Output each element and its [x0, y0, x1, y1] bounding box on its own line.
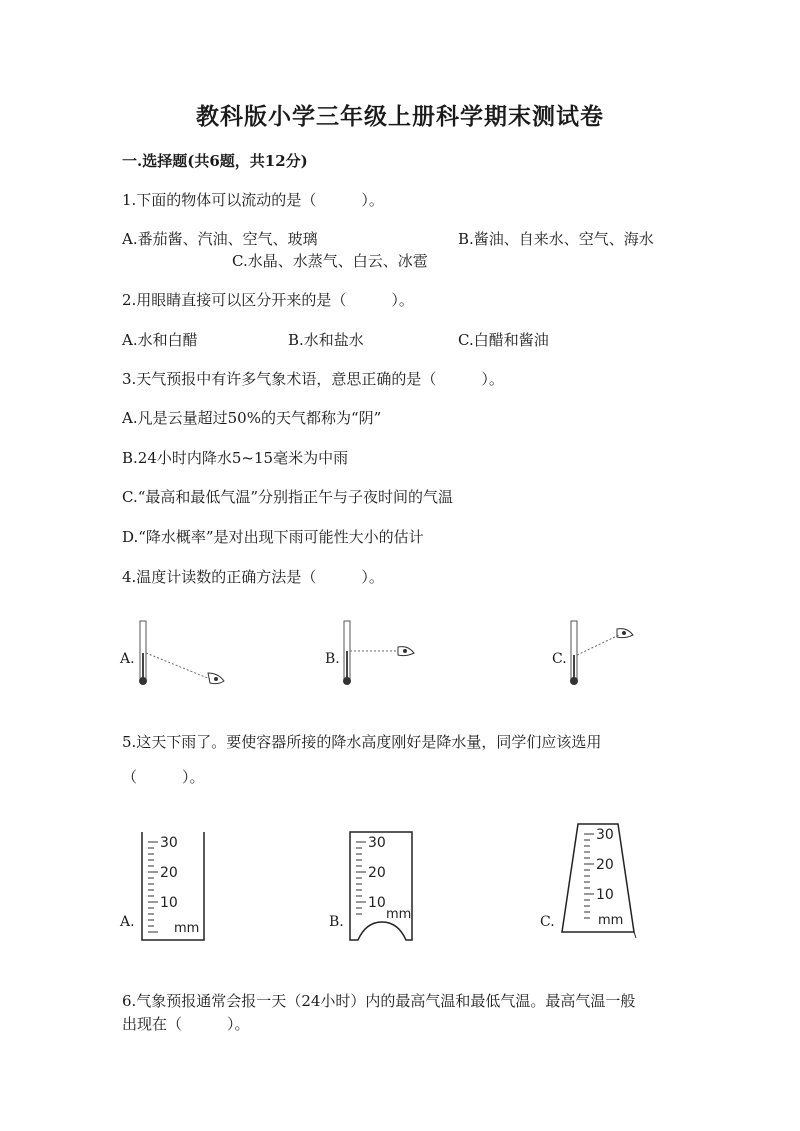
- scale-label-20: 20: [368, 865, 386, 881]
- question-4-label-b: B.: [325, 651, 340, 667]
- question-5-stem-line2: （ ）。: [122, 768, 205, 786]
- question-5-label-b: B.: [329, 914, 344, 930]
- scale-unit-mm: mm: [386, 907, 412, 922]
- scale-unit-mm: mm: [598, 913, 624, 928]
- question-6-stem-line2: 出现在（ ）。: [122, 1015, 250, 1033]
- scale-label-20: 20: [596, 857, 614, 873]
- rain-gauge-figure-b: [346, 828, 416, 943]
- scale-label-30: 30: [596, 827, 614, 843]
- question-6-stem-line1: 6.气象预报通常会报一天（24小时）内的最高气温和最低气温。最高气温一般: [122, 992, 636, 1010]
- question-1-option-b: B.酱油、自来水、空气、海水: [458, 230, 654, 248]
- question-4-label-a: A.: [120, 651, 135, 667]
- question-5-label-a: A.: [120, 914, 135, 930]
- question-3-stem: 3.天气预报中有许多气象术语，意思正确的是（ ）。: [122, 370, 504, 388]
- scale-label-10: 10: [160, 895, 178, 911]
- question-1-option-c: C.水晶、水蒸气、白云、冰雹: [232, 252, 428, 270]
- page-title: 教科版小学三年级上册科学期末测试卷: [196, 103, 604, 130]
- rain-gauge-figure-c: [556, 820, 641, 940]
- question-4-label-c: C.: [552, 651, 567, 667]
- question-4-stem: 4.温度计读数的正确方法是（ ）。: [122, 568, 384, 586]
- section-heading: 一.选择题(共6题，共12分): [122, 152, 308, 170]
- thermometer-figure-b: [334, 615, 444, 690]
- question-1-stem: 1.下面的物体可以流动的是（ ）。: [122, 191, 384, 209]
- scale-label-10: 10: [368, 895, 386, 911]
- rain-gauge-figure-a: [138, 828, 208, 943]
- scale-unit-mm: mm: [174, 921, 200, 936]
- question-5-stem-line1: 5.这天下雨了。要使容器所接的降水高度刚好是降水量，同学们应该选用: [122, 733, 602, 751]
- question-3-option-d: D.“降水概率”是对出现下雨可能性大小的估计: [122, 528, 424, 546]
- question-3-option-a: A.凡是云量超过50%的天气都称为“阴”: [122, 409, 382, 427]
- question-1-option-a: A.番茄酱、汽油、空气、玻璃: [122, 230, 318, 248]
- question-3-option-c: C.“最高和最低气温”分别指正午与子夜时间的气温: [122, 488, 454, 506]
- thermometer-figure-a: [130, 615, 240, 690]
- scale-label-10: 10: [596, 887, 614, 903]
- question-2-option-a: A.水和白醋: [122, 331, 198, 349]
- question-2-stem: 2.用眼睛直接可以区分开来的是（ ）。: [122, 291, 414, 309]
- scale-label-20: 20: [160, 865, 178, 881]
- question-3-option-b: B.24小时内降水5~15毫米为中雨: [122, 449, 349, 467]
- thermometer-figure-c: [561, 615, 671, 690]
- question-2-option-b: B.水和盐水: [288, 331, 364, 349]
- scale-label-30: 30: [368, 835, 386, 851]
- scale-label-30: 30: [160, 835, 178, 851]
- question-2-option-c: C.白醋和酱油: [458, 331, 549, 349]
- question-5-label-c: C.: [540, 914, 555, 930]
